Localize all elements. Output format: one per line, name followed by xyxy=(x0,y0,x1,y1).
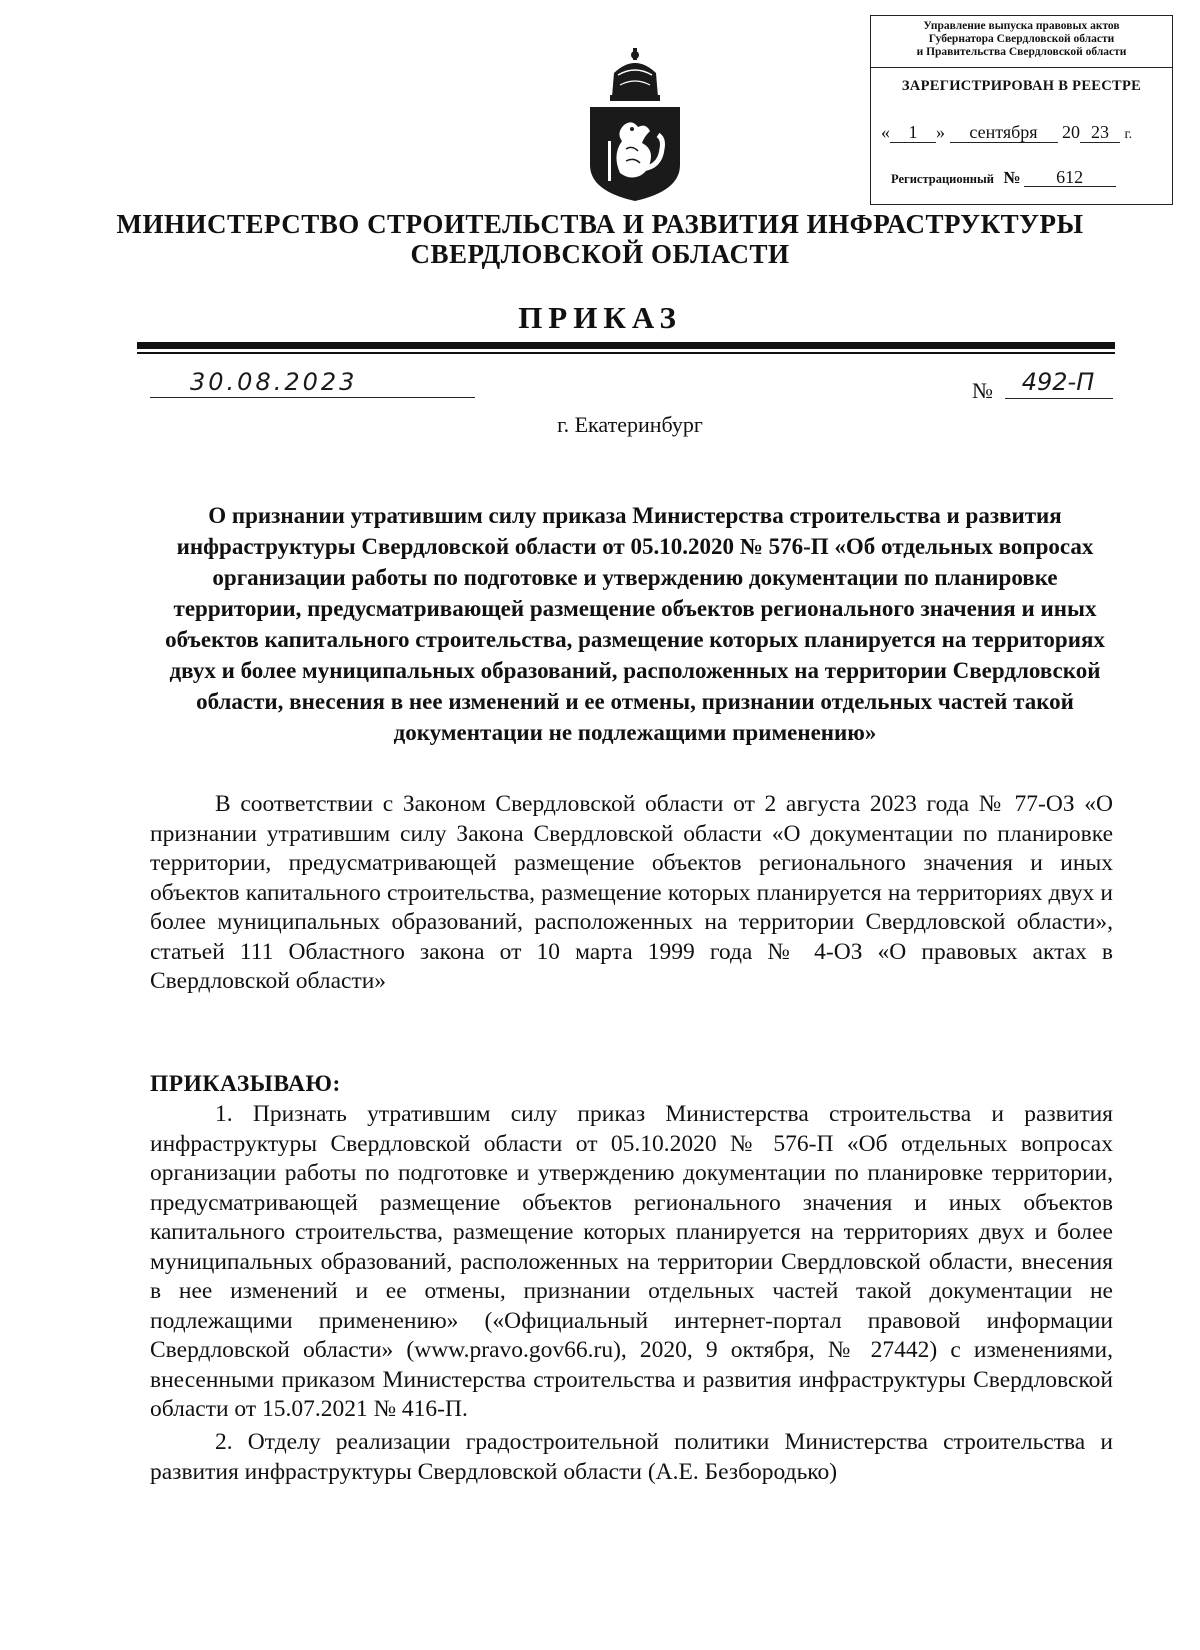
coat-of-arms-emblem xyxy=(580,45,690,205)
coat-of-arms-icon xyxy=(580,45,690,205)
header-divider-thick xyxy=(137,342,1115,349)
stamp-registered-label: ЗАРЕГИСТРИРОВАН В РЕЕСТРЕ xyxy=(901,78,1142,94)
stamp-reg-number xyxy=(891,168,1116,188)
stamp-date-year-unit: г. xyxy=(1124,127,1133,142)
stamp-reg-label: Регистрационный xyxy=(891,172,994,186)
stamp-reg-no-sign: № xyxy=(1003,168,1021,187)
stamp-date-month: сентября xyxy=(950,122,1058,143)
stamp-date-year-prefix: 20 xyxy=(1062,122,1080,142)
order-date: 30.08.2023 xyxy=(190,368,358,396)
document-type: ПРИКАЗ xyxy=(518,300,682,335)
stamp-date-open-quote: « xyxy=(881,122,890,142)
order-number: 492-П xyxy=(1021,368,1095,396)
number-underline xyxy=(1005,398,1113,399)
item-1-paragraph: 1. Признать утратившим силу приказ Министерства строительства и развития инфраструктуры Свердловской области от 05.10.2020 № 576-П «Об отдельных вопросах организации работы по подготовке и утверждению документации по планировке территории, предусматривающей размещение объектов регионального значения и иных объектов капитального строительства, размещение которых планируется на территориях двух и более муниципальных образований, расположенных на территории Свердловской области, внесения в нее изменений и ее отмены, признании отдельных частей такой документации не подлежащими применению» («Официальный интернет-портал правовой информации Свердловской области» (www.pravo.gov66.ru), 2020, 9 октября, № 27442) с изменениями, внесенными приказом Министерства строительства и развития инфраструктуры Свердловской области от 15.07.2021 № 416-П. xyxy=(150,1101,1113,1422)
order-number-label: № xyxy=(972,378,993,403)
stamp-date-day: 1 xyxy=(890,122,936,143)
stamp-reg-value: 612 xyxy=(1024,168,1116,187)
date-underline xyxy=(150,397,475,398)
stamp-date-close-quote: » xyxy=(936,122,945,142)
stamp-date-year: 23 xyxy=(1080,122,1120,143)
ministry-name-line2: СВЕРДЛОВСКОЙ ОБЛАСТИ xyxy=(410,239,790,269)
header-divider-thin xyxy=(137,352,1115,354)
stamp-header xyxy=(871,16,1172,68)
stamp-date xyxy=(881,122,1132,143)
order-word: ПРИКАЗЫВАЮ: xyxy=(150,1071,341,1097)
document-title: О признании утратившим силу приказа Министерства строительства и развития инфраструктуры Свердловской области от 05.10.2020 № 576-П «Об отдельных вопросах организации работы по подготовке и утверждению документации по планировке территории, предусматривающей размещение объектов регионального значения и иных объектов капитального строительства, размещение которых планируется на территориях двух и более муниципальных образований, расположенных на территории Свердловской области, внесения в нее изменений и ее отмены, признании отдельных частей такой документации не подлежащими применению» xyxy=(165,503,1105,745)
registration-stamp xyxy=(870,15,1173,205)
preamble-paragraph: В соответствии с Законом Свердловской области от 2 августа 2023 года № 77-ОЗ «О признании утратившим силу Закона Свердловской области «О документации по планировке территории, предусматривающей размещение объектов регионального значения и иных объектов капитального строительства, размещение которых планируется на территориях двух и более муниципальных образований, расположенных на территории Свердловской области», статьей 111 Областного закона от 10 марта 1999 года № 4-ОЗ «О правовых актах в Свердловской области» xyxy=(150,791,1113,994)
item-2-paragraph: 2. Отделу реализации градостроительной политики Министерства строительства и развития инфраструктуры Свердловской области (А.Е. Безбородько) xyxy=(150,1429,1113,1485)
ministry-name-line1: МИНИСТЕРСТВО СТРОИТЕЛЬСТВА И РАЗВИТИЯ ИНФРАСТРУКТУРЫ xyxy=(116,209,1084,239)
stamp-header-line: Управление выпуска правовых актов xyxy=(923,20,1120,32)
stamp-header-line: и Правительства Свердловской области xyxy=(916,46,1127,58)
city: г. Екатеринбург xyxy=(557,412,703,437)
stamp-header-line: Губернатора Свердловской области xyxy=(928,33,1115,45)
